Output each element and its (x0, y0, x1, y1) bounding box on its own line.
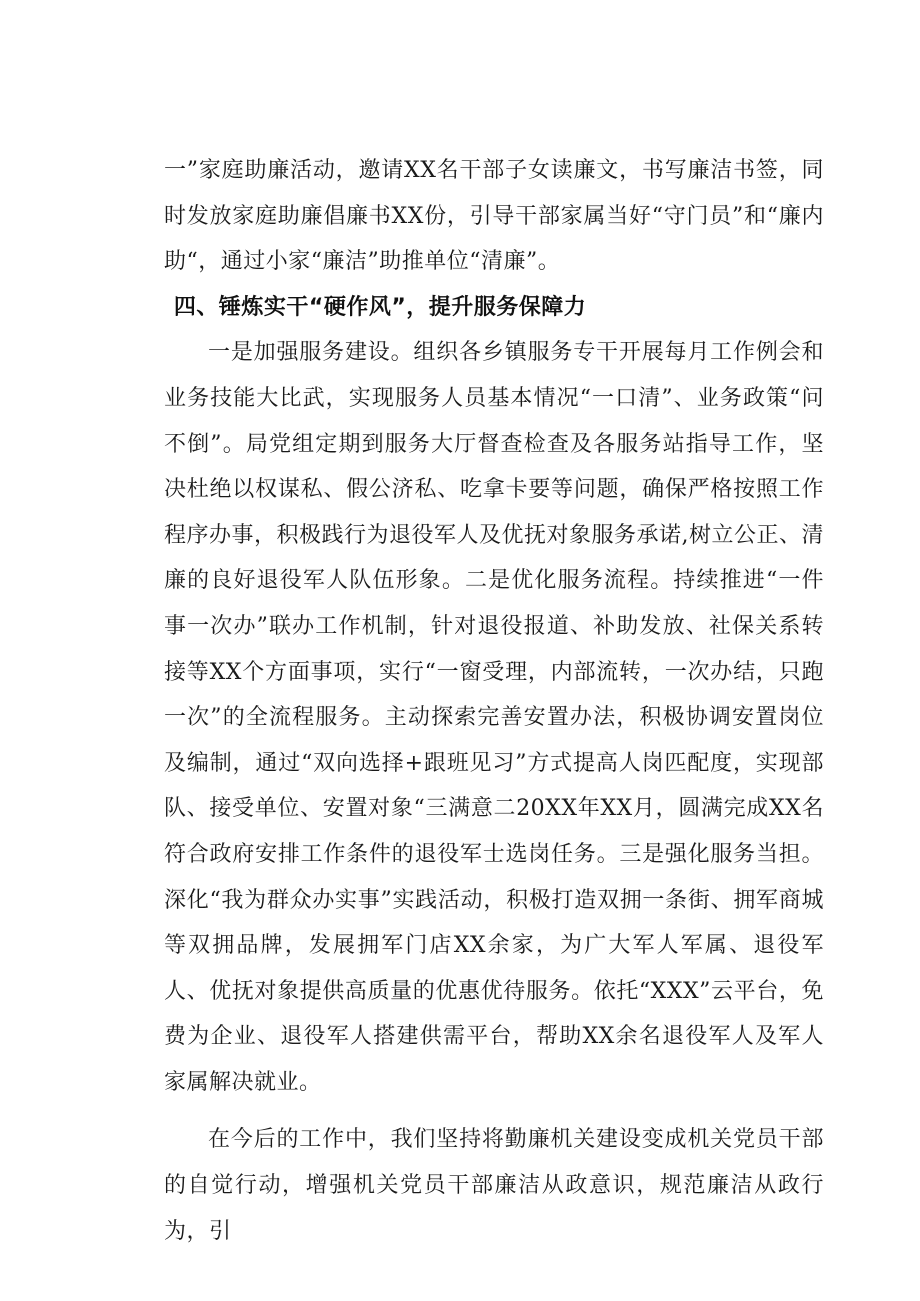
document-body (164, 148, 824, 1254)
paragraph-spacer (164, 1105, 824, 1117)
paragraph-future-work: 在今后的工作中，我们坚持将勤廉机关建设变成机关党员干部的自觉行动，增强机关党员干部廉洁从政意识，规范廉洁从政行为，引 (164, 1127, 824, 1244)
paragraph-service-building: 一是加强服务建设。组织各乡镇服务专干开展每月工作例会和业务技能大比武，实现服务人员基本情况“一口清”、业务政策“问不倒”。局党组定期到服务大厅督查检查及各服务站指导工作，坚决杜绝以权谋私、假公济私、吃拿卡要等问题，确保严格按照工作程序办事，积极践行为退役军人及优抚对象服务承诺,树立公正、清廉的良好退役军人队伍形象。二是优化服务流程。持续推进“一件事一次办”联办工作机制，针对退役报道、补助发放、社保关系转接等XX个方面事项，实行“一窗受理，内部流转，一次办结，只跑一次”的全流程服务。主动探索完善安置办法，积极协调安置岗位及编制，通过“双向选择+跟班见习”方式提高人岗匹配度，实现部队、接受单位、安置对象“三满意二20XX年XX月，圆满完成XX名符合政府安排工作条件的退役军士选岗任务。三是强化服务当担。深化“我为群众办实事”实践活动，积极打造双拥一条街、拥军商城等双拥品牌，发展拥军门店XX余家，为广大军人军属、退役军人、优抚对象提供高质量的优惠优待服务。依托“XXX”云平台，免费为企业、退役军人搭建供需平台，帮助XX余名退役军人及军人家属解决就业。 (164, 340, 824, 1095)
section-heading-four: 四、锤炼实干“硬作风”，提升服务保障力 (173, 294, 587, 320)
paragraph-family-integrity: 一”家庭助廉活动，邀请XX名干部子女读廉文，书写廉洁书签，同时发放家庭助廉倡廉书XX份，引导干部家属当好“守门员”和“廉内助“，通过小家“廉洁”助推单位“清廉”。 (164, 158, 824, 275)
